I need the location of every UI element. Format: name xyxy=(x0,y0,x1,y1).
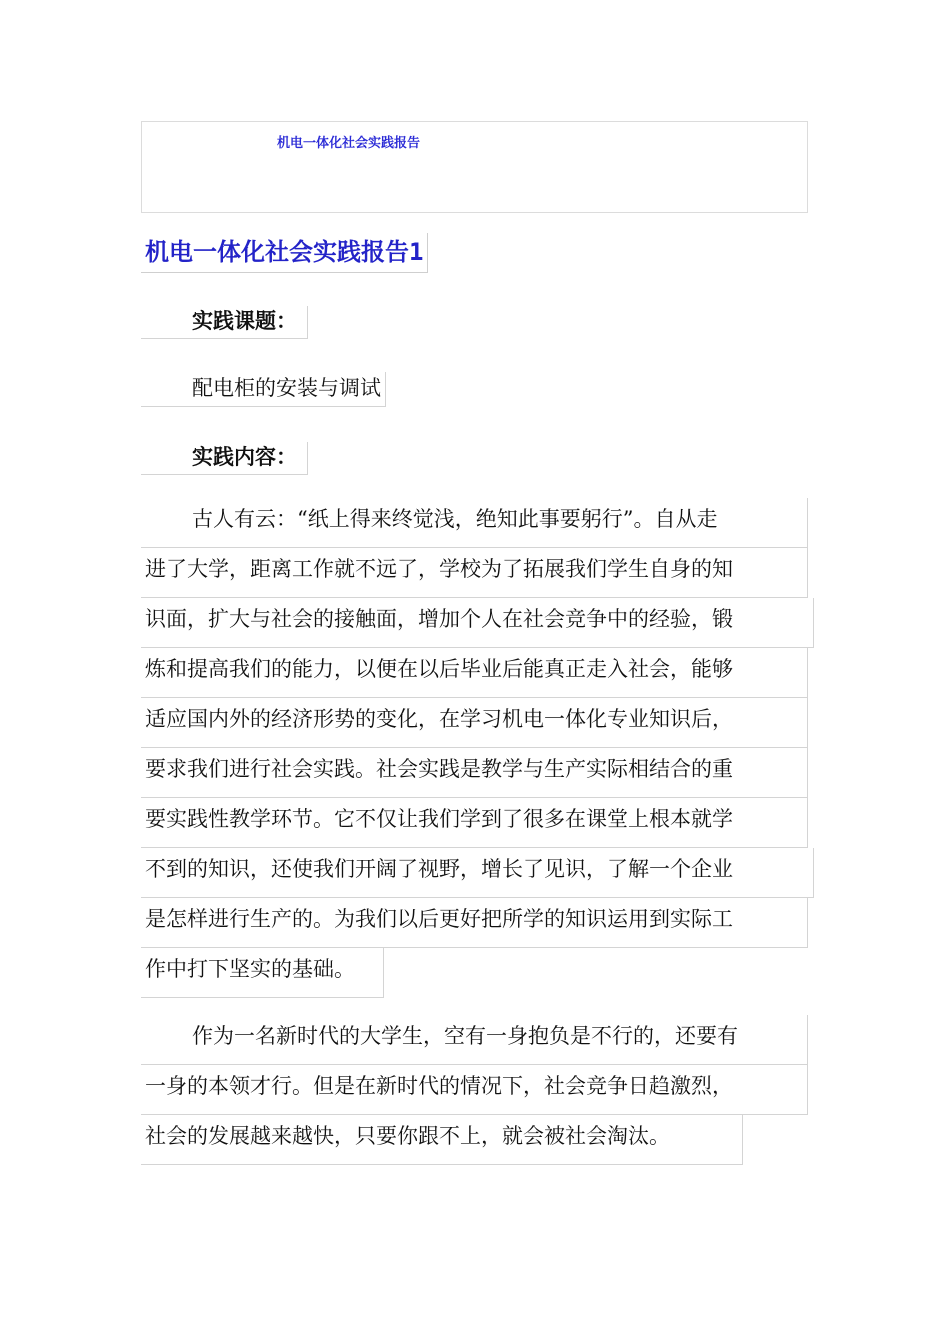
paragraph-line: 一身的本领才行。但是在新时代的情况下，社会竞争日趋激烈， xyxy=(141,1065,808,1115)
paragraph-line: 作中打下坚实的基础。 xyxy=(141,948,384,998)
paragraph-line: 要求我们进行社会实践。社会实践是教学与生产实际相结合的重 xyxy=(141,748,808,798)
paragraph-line: 社会的发展越来越快，只要你跟不上，就会被社会淘汰。 xyxy=(141,1115,743,1165)
paragraph-line: 是怎样进行生产的。为我们以后更好把所学的知识运用到实际工 xyxy=(141,898,808,948)
page-header xyxy=(141,121,808,213)
header-title: 机电一体化社会实践报告 xyxy=(277,136,421,151)
paragraph-line: 进了大学，距离工作就不远了，学校为了拓展我们学生自身的知 xyxy=(141,548,808,598)
paragraph-line: 要实践性教学环节。它不仅让我们学到了很多在课堂上根本就学 xyxy=(141,798,808,848)
paragraph-line: 不到的知识，还使我们开阔了视野，增长了见识，了解一个企业 xyxy=(141,848,814,898)
topic-value: 配电柜的安装与调试 xyxy=(141,372,386,407)
content-label: 实践内容： xyxy=(141,442,308,475)
paragraph-line: 古人有云：“纸上得来终觉浅，绝知此事要躬行”。自从走 xyxy=(141,498,808,548)
document-title: 机电一体化社会实践报告1 xyxy=(141,233,428,273)
paragraph-line: 适应国内外的经济形势的变化，在学习机电一体化专业知识后， xyxy=(141,698,808,748)
paragraph-2 xyxy=(141,1015,821,1165)
topic-label: 实践课题： xyxy=(141,306,308,339)
paragraph-line: 识面，扩大与社会的接触面，增加个人在社会竞争中的经验，锻 xyxy=(141,598,814,648)
paragraph-line: 炼和提高我们的能力，以便在以后毕业后能真正走入社会，能够 xyxy=(141,648,808,698)
paragraph-line: 作为一名新时代的大学生，空有一身抱负是不行的，还要有 xyxy=(141,1015,808,1065)
paragraph-1 xyxy=(141,498,821,998)
